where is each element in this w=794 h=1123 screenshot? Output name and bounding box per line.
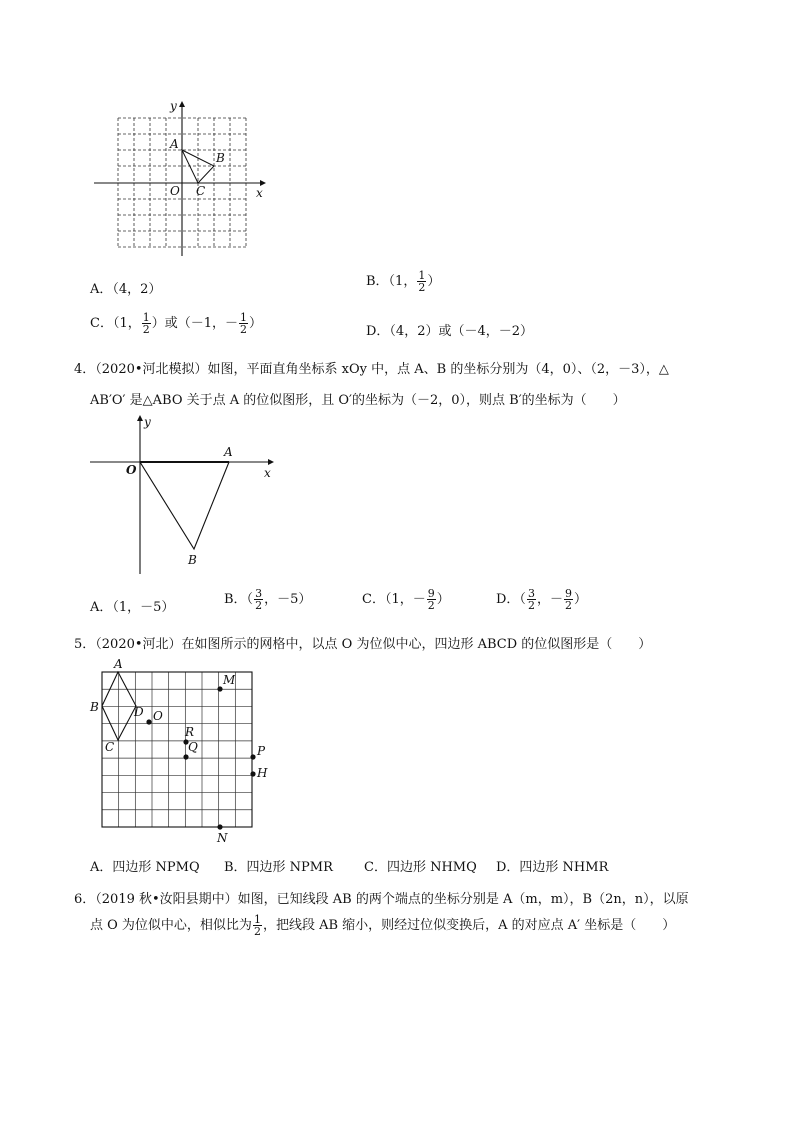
q4-optc-pre: C．（1，－: [362, 592, 426, 607]
label-P: P: [257, 744, 266, 758]
q3-option-b: [366, 270, 440, 293]
q4-stem-line1: 4．（2020•河北模拟）如图，平面直角坐标系 xOy 中，点 A、B 的坐标分别为（4，0）、（2，－3），△: [74, 362, 669, 377]
q5-option-d: D．四边形 NHMR: [496, 860, 609, 875]
fraction: $\frac{1}{2}$: [142, 311, 150, 336]
label-H: H: [257, 766, 268, 780]
q4-stem-line2: AB′O′ 是△ABO 关于点 A 的位似图形，且 O′的坐标为（－2，0），则点 B′的坐标为（ ）: [90, 393, 626, 408]
q4-optb-pre: B．（: [224, 592, 254, 607]
q4-option-b: [224, 588, 311, 611]
q3-option-a: A．（4，2）: [90, 282, 162, 297]
label-B: B: [188, 553, 197, 567]
label-M: M: [223, 673, 236, 687]
q4-optb-post: ，－5）: [264, 592, 312, 607]
q5-option-b: B．四边形 NPMR: [224, 860, 333, 875]
q6-stem-line1: 6．（2019 秋•汝阳县期中）如图，已知线段 AB 的两个端点的坐标分别是 A（m，m），B（2n，n），以原: [74, 892, 689, 907]
q6-line2-post: ，把线段 AB 缩小，则经过位似变换后，A 的对应点 A′ 坐标是（ ）: [262, 918, 676, 933]
q5-stem-line1: 5．（2020•河北）在如图所示的网格中，以点 O 为位似中心，四边形 ABCD 的位似图形是（ ）: [74, 637, 652, 652]
label-O: O: [126, 463, 137, 477]
point-M: [217, 686, 222, 691]
label-A: A: [170, 137, 179, 151]
triangle-OAB: [140, 462, 229, 549]
fraction: $\frac{1}{2}$: [253, 913, 261, 938]
q3-option-d: D．（4，2）或（－4，－2）: [366, 324, 534, 339]
label-y: y: [144, 415, 151, 429]
label-B: B: [216, 151, 225, 165]
q6-line2-pre: 点 O 为位似中心，相似比为: [90, 918, 252, 933]
point-H: [250, 771, 255, 776]
label-C: C: [105, 740, 115, 754]
q3-coordinate-figure: [90, 96, 280, 261]
label-B: B: [90, 700, 99, 714]
q5-option-a: A．四边形 NPMQ: [90, 860, 200, 875]
label-O: O: [153, 709, 163, 723]
q4-option-d: [496, 588, 587, 611]
q3-optb-pre: B．（1，: [366, 274, 417, 289]
point-Q: [183, 754, 188, 759]
label-C: C: [196, 184, 206, 198]
q3-optc-pre: C．（1，: [90, 316, 141, 331]
point-O: [146, 719, 151, 724]
fraction: $\frac{1}{2}$: [418, 269, 426, 294]
q4-option-c: [362, 588, 450, 611]
point-N: [217, 824, 222, 829]
label-A: A: [114, 657, 123, 671]
q4-coordinate-figure: [86, 414, 286, 579]
fraction: $\frac{9}{2}$: [564, 587, 572, 612]
point-P: [250, 754, 255, 759]
q3-optc-post: ）: [249, 316, 263, 331]
label-A: A: [224, 445, 233, 459]
q3-optc-mid: ）或（－1，－: [151, 316, 238, 331]
q4-option-a: A．（1，－5）: [90, 600, 175, 615]
q3-option-c: [90, 312, 262, 335]
label-x: x: [264, 466, 271, 480]
q4-optc-post: ）: [436, 592, 450, 607]
label-N: N: [217, 831, 228, 845]
fraction: $\frac{1}{2}$: [240, 311, 247, 336]
q4-optd-post: ）: [573, 592, 587, 607]
fraction: $\frac{3}{2}$: [527, 587, 535, 612]
fraction: $\frac{3}{2}$: [255, 587, 263, 612]
label-x: x: [256, 186, 263, 200]
label-D: D: [134, 705, 144, 719]
q5-grid-figure: [86, 656, 286, 846]
q3-optb-post: ）: [427, 274, 441, 289]
q5-option-c: C．四边形 NHMQ: [364, 860, 477, 875]
q4-optd-pre: D．（: [496, 592, 526, 607]
label-O: O: [170, 184, 180, 198]
label-Q: Q: [188, 740, 198, 754]
label-R: R: [185, 725, 195, 739]
fraction: $\frac{9}{2}$: [427, 587, 435, 612]
label-y: y: [170, 99, 177, 113]
q6-stem-line2: [90, 914, 675, 937]
q4-optd-mid: ，－: [536, 592, 563, 607]
